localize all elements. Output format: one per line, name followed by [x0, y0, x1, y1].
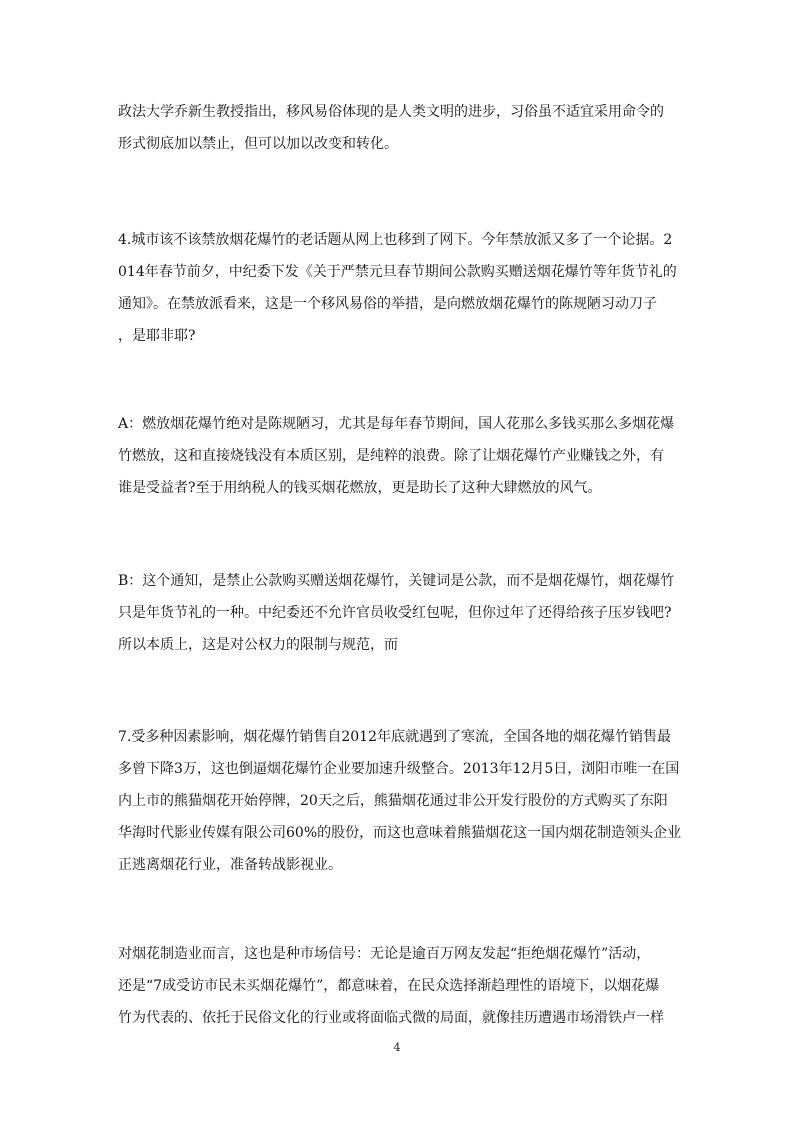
paragraph-3-line-2: 竹燃放，这和直接烧钱没有本质区别，是纯粹的浪费。除了让烟花爆竹产业赚钱之外，有: [118, 448, 664, 464]
paragraph-1-line-2: 形式彻底加以禁止，但可以加以改变和转化。: [118, 136, 398, 152]
page-number: 4: [393, 1041, 401, 1054]
paragraph-5-line-2: 多曾下降3万，这也倒逼烟花爆竹企业要加速升级整合。2013年12月5日，浏阳市唯一在国: [118, 761, 680, 777]
paragraph-2-line-3: 通知》。在禁放派看来，这是一个移风易俗的举措，是向燃放烟花爆竹的陈规陋习动刀子: [118, 296, 657, 312]
paragraph-6-line-2: 还是“7成受访市民未买烟花爆竹”，都意味着，在民众选择渐趋理性的语境下，以烟花爆: [118, 978, 660, 994]
paragraph-5-line-4: 华海时代影业传媒有限公司60%的股份，而这也意味着熊猫烟花这一国内烟花制造领头企业: [118, 825, 682, 841]
paragraph-5-line-5: 正逃离烟花行业，准备转战影视业。: [118, 857, 342, 873]
paragraph-3-line-3: 谁是受益者?至于用纳税人的钱买烟花燃放，更是助长了这种大肆燃放的风气。: [118, 480, 602, 496]
paragraph-6-line-1: 对烟花制造业而言，这也是种市场信号：无论是逾百万网友发起“拒绝烟花爆竹”活动，: [118, 946, 651, 962]
paragraph-1-line-1: 政法大学乔新生教授指出，移风易俗体现的是人类文明的进步，习俗虽不适宜采用命令的: [118, 104, 664, 120]
paragraph-3-line-1: A：燃放烟花爆竹绝对是陈规陋习，尤其是每年春节期间，国人花那么多钱买那么多烟花爆: [118, 416, 675, 432]
paragraph-2-line-1: 4.城市该不该禁放烟花爆竹的老话题从网上也移到了网下。今年禁放派又多了一个论据。2: [118, 232, 673, 248]
paragraph-2-line-2: 014年春节前夕，中纪委下发《关于严禁元旦春节期间公款购买赠送烟花爆竹等年货节礼的: [118, 264, 677, 280]
paragraph-5-line-3: 内上市的熊猫烟花开始停牌，20天之后，熊猫烟花通过非公开发行股份的方式购买了东阳: [118, 793, 668, 809]
paragraph-5-line-1: 7.受多种因素影响，烟花爆竹销售自2012年底就遇到了寒流，全国各地的烟花爆竹销售最: [118, 729, 671, 745]
paragraph-4-line-3: 所以本质上，这是对公权力的限制与规范，而: [118, 637, 398, 653]
paragraph-4-line-2: 只是年货节礼的一种。中纪委还不允许官员收受红包呢，但你过年了还得给孩子压岁钱吧?: [118, 605, 672, 621]
paragraph-2-line-4: ，是耶非耶?: [118, 328, 196, 344]
paragraph-6-line-3: 竹为代表的、依托于民俗文化的行业或将面临式微的局面，就像挂历遭遇市场滑铁卢一样: [118, 1010, 664, 1026]
paragraph-4-line-1: B：这个通知，是禁止公款购买赠送烟花爆竹，关键词是公款，而不是烟花爆竹，烟花爆竹: [118, 573, 675, 589]
